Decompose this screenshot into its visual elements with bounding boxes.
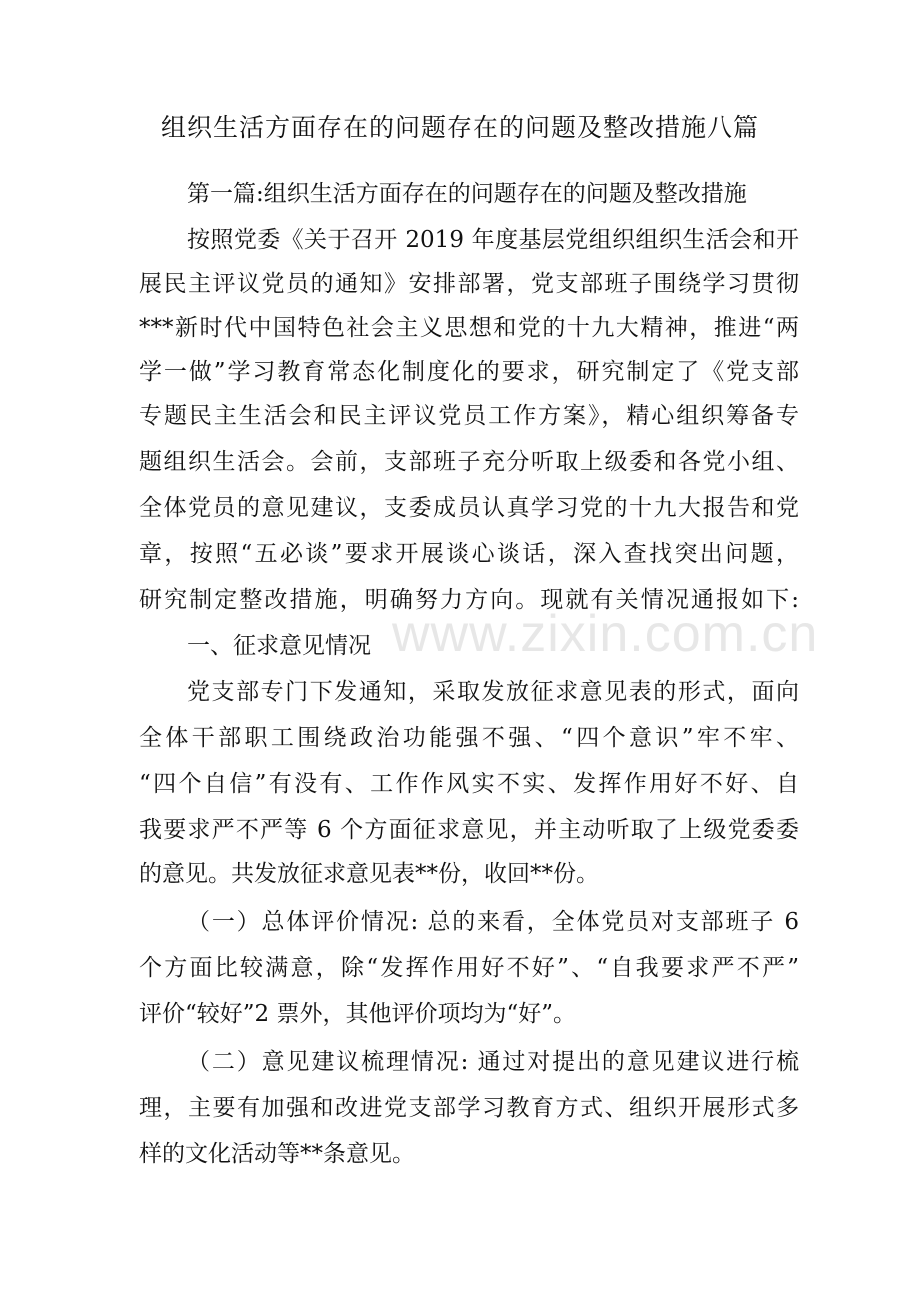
document-title: 组织生活方面存在的问题存在的问题及整改措施八篇 (160, 113, 759, 142)
paragraph-line: 理，主要有加强和改进党支部学习教育方式、组织开展形式多 (139, 1095, 799, 1121)
paragraph-line: （一）总体评价情况: 总的来看，全体党员对支部班子 6 (187, 909, 799, 935)
paragraph-line: 按照党委《关于召开 2019 年度基层党组织组织生活会和开 (187, 227, 799, 253)
paragraph-line: 学一做”学习教育常态化制度化的要求，研究制定了《党支部 (139, 359, 799, 385)
paragraph-line: 样的文化活动等**条意见。 (139, 1141, 415, 1167)
paragraph-line: 评价“较好”2 票外，其他评价项均为“好”。 (139, 1001, 576, 1027)
paragraph-line: 专题民主生活会和民主评议党员工作方案》，精心组织筹备专 (139, 403, 799, 429)
section-heading: 一、征求意见情况 (187, 633, 371, 659)
paragraph-line: 题组织生活会。会前，支部班子充分听取上级委和各党小组、 (139, 449, 799, 475)
paragraph-line: 展民主评议党员的通知》安排部署，党支部班子围绕学习贯彻 (139, 271, 799, 297)
paragraph-line: 章，按照“五必谈”要求开展谈心谈话，深入查找突出问题， (139, 541, 799, 567)
paragraph-line: 个方面比较满意，除“发挥作用好不好”、“自我要求严不严” (139, 955, 799, 981)
paragraph-line: 全体干部职工围绕政治功能强不强、“四个意识”牢不牢、 (139, 725, 799, 751)
watermark: www.zixin.com.cn (392, 605, 819, 663)
paragraph-line: 的意见。共发放征求意见表**份，收回**份。 (139, 861, 599, 887)
chapter-heading: 第一篇:组织生活方面存在的问题存在的问题及整改措施 (187, 181, 747, 207)
paragraph-line: ***新时代中国特色社会主义思想和党的十九大精神，推进“两 (139, 315, 799, 341)
paragraph-line: “四个自信”有没有、工作作风实不实、发挥作用好不好、自 (139, 771, 799, 797)
paragraph-line: 我要求严不严等 6 个方面征求意见，并主动听取了上级党委委 (139, 817, 799, 843)
paragraph-line: 全体党员的意见建议，支委成员认真学习党的十九大报告和党 (139, 495, 799, 521)
paragraph-line: 研究制定整改措施，明确努力方向。现就有关情况通报如下: (139, 587, 799, 613)
paragraph-line: （二）意见建议梳理情况: 通过对提出的意见建议进行梳 (187, 1049, 799, 1075)
paragraph-line: 党支部专门下发通知，采取发放征求意见表的形式，面向 (187, 679, 799, 705)
